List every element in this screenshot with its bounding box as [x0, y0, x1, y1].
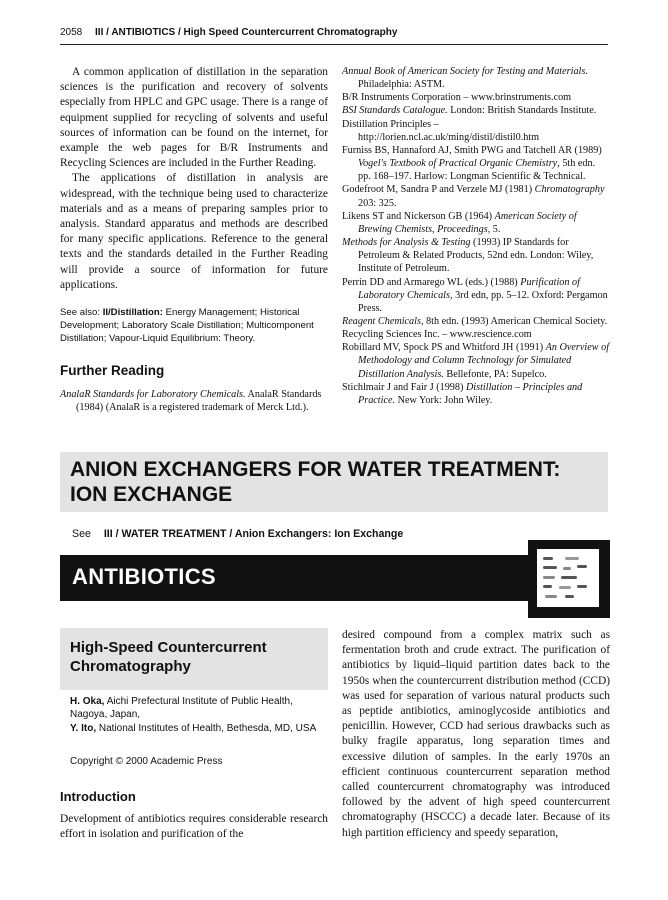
see-also-bold-link[interactable]: II/Distillation:: [102, 307, 163, 318]
chromatogram-icon: [528, 540, 610, 618]
reference-item: Godefroot M, Sandra P and Verzele MJ (1981) Chromatography 203: 325.: [342, 184, 605, 209]
running-head-title: III / ANTIBIOTICS / High Speed Countercurrent Chromatography: [95, 27, 398, 38]
reference-item: Reagent Chemicals, 8th edn. (1993) American Chemical Society.: [342, 315, 608, 327]
reference-item: Stichlmair J and Fair J (1998) Distillation – Principles and Practice. New York: John Wiley.: [342, 381, 583, 406]
further-reading-heading: Further Reading: [60, 363, 165, 378]
reference-item: Furniss BS, Hannaford AJ, Smith PWG and Tatchell AR (1989) Vogel's Textbook of Practical Organic Chemistry, 5th edn. pp. 168–197. Harlow: Longman Scientific & Technical.: [342, 144, 602, 183]
page-number: 2058: [60, 27, 83, 38]
reference-item: B/R Instruments Corporation – www.brinstruments.com: [342, 92, 572, 104]
see-label: See: [72, 528, 91, 540]
reference-item: Robillard MV, Spock PS and Whitford JH (1991) An Overview of Methodology and Column Technology for Simulated Distillation Analysis. Bellefonte, PA: Supelco.: [342, 342, 610, 380]
see-also-label: See also:: [60, 307, 101, 318]
see-target-link[interactable]: III / WATER TREATMENT / Anion Exchangers: Ion Exchange: [103, 528, 404, 540]
reference-item: Annual Book of American Society for Testing and Materials. Philadelphia: ASTM.: [342, 66, 588, 91]
reference-item: Perrin DD and Armarego WL (eds.) (1988) Purification of Laboratory Chemicals, 3rd edn, pp. 5–12. Oxford: Pergamon Press.: [342, 276, 608, 314]
running-head: [60, 27, 608, 38]
reference-item: Likens ST and Nickerson GB (1964) American Society of Brewing Chemists, Proceedings, 5.: [342, 210, 577, 235]
paragraph: A common application of distillation in the separation sciences is the purification and recovery of solvents especially from HPLC and GPC usage. There is a range of equipment supplied for recycling of solvents and useful sources of information can be found on the internet, for example the web pages for B/R Instruments and Recycling Sciences are included in the Further Reading.: [60, 66, 328, 170]
copyright-notice: Copyright © 2000 Academic Press: [70, 756, 223, 767]
introduction-heading: Introduction: [60, 789, 136, 804]
article-title: High-Speed Countercurrent Chromatography: [70, 639, 267, 675]
reference-item: Distillation Principles – http://lorien.ncl.ac.uk/ming/distil/distil0.htm: [342, 118, 540, 143]
introduction-text: Development of antibiotics requires considerable research effort in isolation and purification of the: [60, 813, 328, 841]
article-body-right: desired compound from a complex matrix such as fermentation broth and crude extract. The purification of antibiotics by liquid–liquid partition dates back to the 1950s when the countercurrent distribution method (CCD) was used for separation of various natural products such as peptide antibiotics, aminoglycoside antibiotics and penicillin. However, CCD had serious drawbacks such as bulky fragile apparatus, long separation times and excessive dilution of samples. In the early 1970s an efficient continuous countercurrent separation method called countercurrent chromatography was introduced followed by the advent of high speed countercurrent chromatography (HSCCC) a decade later. Because of its high partition efficiency and speedy separation,: [342, 629, 610, 839]
header-rule: [60, 44, 608, 45]
anion-section-title: ANION EXCHANGERS FOR WATER TREATMENT: ION EXCHANGE: [70, 458, 561, 506]
antibiotics-banner-title: ANTIBIOTICS: [72, 564, 216, 589]
author: Y. Ito, National Institutes of Health, Bethesda, MD, USA: [70, 722, 317, 734]
further-reading-left: [60, 388, 328, 414]
author: H. Oka, Aichi Prefectural Institute of Public Health, Nagoya, Japan,: [70, 696, 293, 721]
see-also: [60, 306, 328, 345]
author-list: [70, 695, 320, 735]
reference-item: Recycling Sciences Inc. – www.rescience.com: [342, 329, 532, 341]
left-column-text: [60, 65, 328, 293]
paragraph: The applications of distillation in analysis are widespread, with the technique being used to characterize materials and as a means of preparing samples prior to analysis. Standard apparatus and methods are described for many specific applications. Reference to the general texts and the standards detailed in the Further Reading will provide a source of information for future applications.: [60, 172, 328, 291]
reference-item: BSI Standards Catalogue. London: British Standards Institute.: [342, 105, 597, 117]
cross-reference: [72, 528, 403, 540]
see-also-links[interactable]: Energy Management; Historical Development; Laboratory Scale Distillation; Multicomponent Distillation; Vapour-Liquid Equilibrium: Theory.: [60, 307, 314, 344]
further-reading-right: [342, 65, 610, 407]
reference-item: AnalaR Standards for Laboratory Chemicals. AnalaR Standards (1984) (AnalaR is a registered trademark of Merck Ltd.).: [60, 389, 322, 413]
reference-item: Methods for Analysis & Testing (1993) IP Standards for Petroleum & Related Products, 52nd edn. London: Wiley, Institute of Petroleum.: [342, 237, 594, 275]
